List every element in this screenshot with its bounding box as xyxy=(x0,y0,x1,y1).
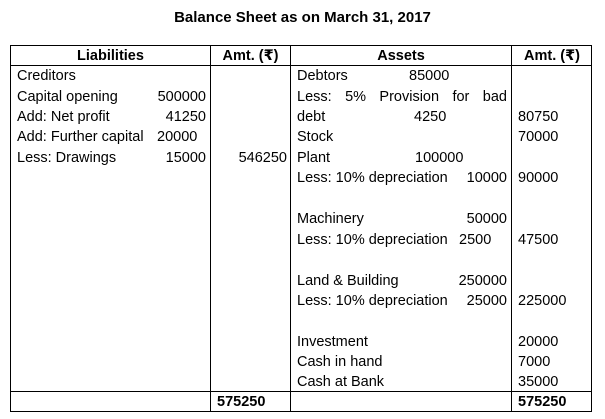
creditors-label: Creditors xyxy=(17,68,76,84)
net-profit-value: 41250 xyxy=(165,109,206,125)
machinery-depreciation-value: 2500 xyxy=(459,232,492,248)
provision-word: for xyxy=(452,89,470,105)
capital-opening-value: 500000 xyxy=(157,89,206,105)
net-profit-label: Add: Net profit xyxy=(17,109,110,125)
provision-word: bad xyxy=(482,89,507,105)
investment-amount: 20000 xyxy=(518,334,559,350)
land-depreciation-value: 25000 xyxy=(466,293,507,309)
drawings-label: Less: Drawings xyxy=(17,150,117,166)
machinery-depreciation-label: Less: 10% depreciation xyxy=(297,232,448,248)
land-net: 225000 xyxy=(518,293,567,309)
machinery-label: Machinery xyxy=(297,211,364,227)
debtors-value: 85000 xyxy=(409,68,450,84)
stock-label: Stock xyxy=(297,129,334,145)
column-divider xyxy=(290,46,291,412)
land-depreciation-label: Less: 10% depreciation xyxy=(297,293,448,309)
land-label: Land & Building xyxy=(297,273,399,289)
provision-debt-label: debt xyxy=(297,109,326,125)
stock-amount: 70000 xyxy=(518,129,559,145)
cash-in-hand-label: Cash in hand xyxy=(297,354,383,370)
plant-net: 90000 xyxy=(518,170,559,186)
debtors-label: Debtors xyxy=(297,68,348,84)
cash-in-hand-amount: 7000 xyxy=(518,354,551,370)
total-assets: 575250 xyxy=(518,394,567,410)
plant-label: Plant xyxy=(297,150,331,166)
further-capital-label: Add: Further capital xyxy=(17,129,144,145)
plant-depreciation-label: Less: 10% depreciation xyxy=(297,170,448,186)
provision-line xyxy=(297,87,507,107)
capital-opening-label: Capital opening xyxy=(17,89,118,105)
column-divider xyxy=(511,46,512,412)
column-divider xyxy=(210,46,211,412)
provision-word: Provision xyxy=(379,89,440,105)
debtors-net: 80750 xyxy=(518,109,559,125)
balance-sheet-table xyxy=(10,45,592,412)
cash-at-bank-amount: 35000 xyxy=(518,374,559,390)
cash-at-bank-label: Cash at Bank xyxy=(297,374,385,390)
land-value: 250000 xyxy=(458,273,507,289)
machinery-value: 50000 xyxy=(466,211,507,227)
investment-label: Investment xyxy=(297,334,368,350)
provision-value: 4250 xyxy=(414,109,447,125)
provision-word: 5% xyxy=(345,89,367,105)
further-capital-value: 20000 xyxy=(157,129,198,145)
provision-word: Less: xyxy=(297,89,332,105)
header-amount-right: Amt. (₹) xyxy=(524,48,580,64)
plant-depreciation-value: 10000 xyxy=(466,170,507,186)
machinery-net: 47500 xyxy=(518,232,559,248)
page-title: Balance Sheet as on March 31, 2017 xyxy=(174,9,431,26)
capital-total: 546250 xyxy=(238,150,287,166)
drawings-value: 15000 xyxy=(165,150,206,166)
header-liabilities: Liabilities xyxy=(77,48,144,64)
plant-value: 100000 xyxy=(415,150,464,166)
header-assets: Assets xyxy=(377,48,425,64)
header-amount-left: Amt. (₹) xyxy=(222,48,279,64)
total-liabilities: 575250 xyxy=(217,394,266,410)
